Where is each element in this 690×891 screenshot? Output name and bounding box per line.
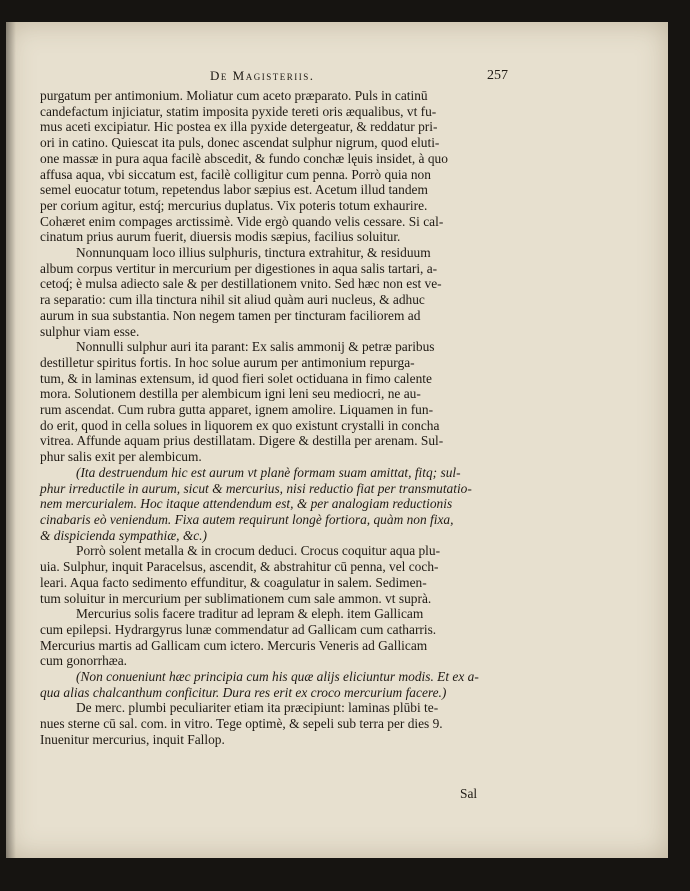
text-line: mora. Solutionem destilla per alembicum igni leni seu mediocri, ne au- [40,386,421,402]
text-line: tum soluitur in mercurium per sublimationem cum sale ammon. vt suprà. [40,590,432,606]
text-line: qua alias chalcanthum conficitur. Dura res erit ex croco mercurium facere.) [40,684,447,700]
text-line: per corium agitur, estq́; mercurius duplatus. Vix poteris totum exhaurire. [40,197,428,213]
text-line: cetoq́; è mulsa adiecto sale & per destillationem vnito. Sed hæc non est ve- [40,276,442,292]
page-number: 257 [487,68,508,83]
catchword: Sal [460,786,478,801]
paragraph [40,339,494,465]
paragraph [40,606,494,669]
text-line: Nonnunquam loco illius sulphuris, tinctura extrahitur, & residuum [76,245,431,261]
paragraph [40,543,494,606]
text-line: album corpus vertitur in mercurium per digestiones in aqua salis tartari, a- [40,260,438,276]
text-line: phur salis exit per alembicum. [40,449,202,465]
text-line: mus aceti excipiatur. Hic postea ex illa pyxide detergeatur, & reddatur pri- [40,119,438,135]
text-line: phur irreductile in aurum, sicut & mercurius, nisi reductio fiat per transmutatio- [40,480,472,496]
text-line: Cohæret enim compages arctissimè. Vide ergò quando velis cessare. Si cal- [40,213,444,229]
paragraph [40,245,494,339]
text-line: & dispicienda sympathiæ, &c.) [40,527,207,543]
text-line: rum ascendat. Cum rubra gutta apparet, ignem amolire. Liquamen in fun- [40,402,434,418]
text-line: ori in catino. Quiescat ita puls, donec ascendat sulphur nigrum, quod eluti- [40,135,440,151]
text-line: affusa aqua, vbi siccatum est, facilè colligitur cum penna. Porrò quia non [40,166,431,182]
text-line: destilletur spiritus fortis. In hoc solue aurum per antimonium repurga- [40,354,415,370]
text-line: De merc. plumbi peculiariter etiam ita præcipiunt: laminas plūbi te- [76,700,439,716]
text-line: uia. Sulphur, inquit Paracelsus, ascendit, & abstrahitur cū penna, vel coch- [40,559,439,575]
text-line: Mercurius martis ad Gallicam cum ictero. Mercuris Veneris ad Gallicam [40,637,428,653]
text-line: leari. Aqua facto sedimento effunditur, & coagulatur in salem. Sedimen- [40,574,427,590]
text-line: cinatum prius aurum fuerit, diuersis modis sæpius, facilius soluitur. [40,229,401,245]
page-header [40,68,508,88]
text-line: (Ita destruendum hic est aurum vt planè formam suam amittat, fitq; sul- [76,464,461,480]
text-line: one massæ in pura aqua facilè abscedit, & fundo conchæ lęuis insidet, à quo [40,150,448,166]
text-line: aurum in sua substantia. Non negem tamen per tincturam faciliorem ad [40,307,421,323]
text-line: (Non conueniunt hæc principia cum his quæ alijs eliciuntur modis. Et ex a- [76,669,479,685]
text-line: candefactum injiciatur, statim imposita pyxide tereti oris æqualibus, vt fu- [40,103,437,119]
text-line: cum epilepsi. Hydrargyrus lunæ commendatur ad Gallicam cum catharris. [40,621,437,637]
page-text-block [40,68,508,748]
text-line: nues sterne cū sal. com. in vitro. Tege optimè, & sepeli sub terra per dies 9. [40,716,443,732]
text-line: cum gonorrhæa. [40,653,128,669]
text-line: nem mercurialem. Hoc itaque attendendum est, & per analogiam reductionis [40,496,453,512]
italic-note-paragraph [40,669,494,700]
text-line: purgatum per antimonium. Moliatur cum aceto præparato. Puls in catinū [40,88,428,103]
text-line: ra separatio: cum illa tinctura nihil sit aliud quàm auri nucleus, & adhuc [40,292,425,308]
paragraph [40,88,494,245]
text-line: Inuenitur mercurius, inquit Fallop. [40,731,225,747]
text-line: vitrea. Affunde aquam prius destillatam. Digere & destilla per arenam. Sul- [40,433,444,449]
text-line: cinabaris eò veniendum. Fixa autem requirunt longè fortiora, quàm non fixa, [40,511,454,527]
text-line: Nonnulli sulphur auri ita parant: Ex salis ammonij & petræ paribus [76,339,435,355]
text-line: tum, & in laminas extensum, id quod fieri solet octiduana in fimo calente [40,370,432,386]
paragraph [40,700,494,747]
book-page [6,22,668,858]
text-line: semel euocatur totum, repetendus labor sæpius est. Acetum illud tandem [40,182,428,198]
text-line: sulphur viam esse. [40,323,140,339]
text-line: do erit, quod in cella solues in liquorem ex quo existunt crystalli in concha [40,417,440,433]
italic-note-paragraph [40,465,494,544]
gutter-shadow [6,22,16,858]
running-head: De Magisteriis. [210,68,315,83]
text-line: Porrò solent metalla & in crocum deduci. Crocus coquitur aqua plu- [76,543,441,559]
text-line: Mercurius solis facere traditur ad lepram & eleph. item Gallicam [76,606,424,622]
body-text [40,88,494,748]
